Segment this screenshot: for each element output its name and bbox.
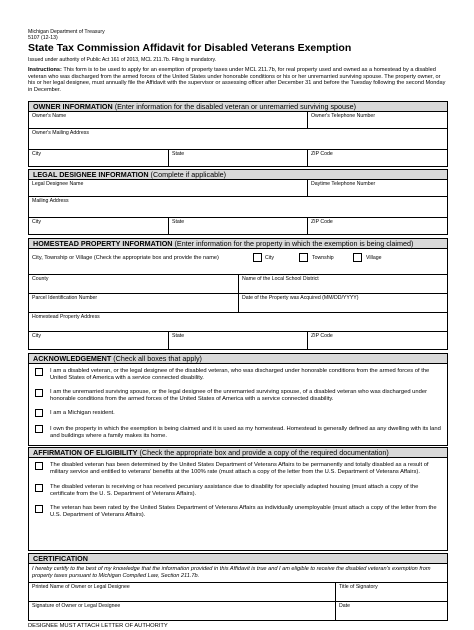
designee-address-field[interactable] bbox=[28, 196, 448, 218]
property-zip-field[interactable] bbox=[307, 331, 448, 350]
page-title: State Tax Commission Affidavit for Disabled Veterans Exemption bbox=[28, 42, 352, 54]
owner-zip-field[interactable] bbox=[307, 149, 448, 167]
acknowledgement-heading: ACKNOWLEDGEMENT bbox=[33, 354, 112, 363]
property-address-field[interactable] bbox=[28, 312, 448, 332]
acknowledgement-heading-note: (Check all boxes that apply) bbox=[113, 354, 202, 363]
elig-item-3: The veteran has been rated by the United States Department of Veterans Affairs as individually unemployable (must attach a copy of the letter from the U.S. Department of Veterans Affairs). bbox=[50, 505, 437, 518]
village-option-label: Village bbox=[366, 255, 382, 261]
city-option-label: City bbox=[265, 255, 274, 261]
parcel-id-field[interactable] bbox=[28, 293, 239, 313]
county-label: County bbox=[32, 276, 49, 282]
property-city-field[interactable] bbox=[28, 331, 169, 350]
designee-zip-label: ZIP Code bbox=[311, 219, 333, 225]
printed-name-field[interactable] bbox=[28, 582, 336, 602]
owner-address-field[interactable] bbox=[28, 128, 448, 150]
owner-name-label: Owner's Name bbox=[32, 113, 67, 119]
owner-state-field[interactable] bbox=[168, 149, 308, 167]
property-address-label: Homestead Property Address bbox=[32, 314, 100, 320]
owner-address-label: Owner's Mailing Address bbox=[32, 130, 89, 136]
designee-name-label: Legal Designee Name bbox=[32, 181, 84, 187]
designee-name-field[interactable] bbox=[28, 179, 308, 197]
designee-city-field[interactable] bbox=[28, 217, 169, 235]
ack-item-3: I am a Michigan resident. bbox=[50, 410, 115, 416]
school-district-field[interactable] bbox=[238, 274, 448, 294]
ack-item-4: I own the property in which the exemption is being claimed and it is used as my homestead. Homestead is generally defined as any dwelling with its land and buildings where a family makes its home. bbox=[50, 426, 441, 439]
owner-city-label: City bbox=[32, 151, 41, 157]
owner-heading: OWNER INFORMATION bbox=[33, 102, 113, 111]
acquired-date-label: Date of the Property was Acquired (MM/DD/YYYY) bbox=[242, 295, 359, 301]
property-state-label: State bbox=[172, 333, 185, 339]
ack-item-1: I am a disabled veteran, or the legal designee of the disabled veteran, who was discharged under honorable conditions from the armed forces of the United States of America with a service connected disability. bbox=[50, 368, 430, 381]
village-checkbox[interactable] bbox=[353, 253, 362, 262]
ack-checkbox-1[interactable] bbox=[35, 368, 43, 376]
designee-heading: LEGAL DESIGNEE INFORMATION bbox=[33, 170, 149, 179]
designee-city-label: City bbox=[32, 219, 41, 225]
signature-field[interactable] bbox=[28, 601, 336, 621]
department-name: Michigan Department of Treasury bbox=[28, 29, 105, 35]
instructions bbox=[28, 67, 448, 93]
eligibility-heading: AFFIRMATION OF ELIGIBILITY bbox=[33, 448, 138, 457]
elig-checkbox-1[interactable] bbox=[35, 462, 43, 470]
ack-checkbox-3[interactable] bbox=[35, 409, 43, 417]
designee-phone-label: Daytime Telephone Number bbox=[311, 181, 376, 187]
date-field[interactable] bbox=[335, 601, 448, 621]
issued-authority: Issued under authority of Public Act 161 of 2013, MCL 211.7b. Filing is mandatory. bbox=[28, 57, 217, 63]
eligibility-heading-note: (Check the appropriate box and provide a copy of the required documentation) bbox=[139, 448, 389, 457]
school-district-label: Name of the Local School District bbox=[242, 276, 319, 282]
parcel-id-label: Parcel Identification Number bbox=[32, 295, 98, 301]
township-option-label: Township bbox=[312, 255, 334, 261]
owner-phone-label: Owner's Telephone Number bbox=[311, 113, 376, 119]
owner-state-label: State bbox=[172, 151, 185, 157]
date-label: Date bbox=[339, 603, 350, 609]
elig-item-1: The disabled veteran has been determined by the United States Department of Veterans Affairs to be permanently and totally disabled as a result of military service and entitled to veterans' benefits at the 100% rate (must attach a copy of the letter from the U.S. Department of Veterans Affairs). bbox=[50, 462, 429, 475]
designee-address-label: Mailing Address bbox=[32, 198, 69, 204]
designee-state-field[interactable] bbox=[168, 217, 308, 235]
property-state-field[interactable] bbox=[168, 331, 308, 350]
form-number: 5107 (12-13) bbox=[28, 35, 58, 41]
designee-phone-field[interactable] bbox=[307, 179, 448, 197]
owner-city-field[interactable] bbox=[28, 149, 169, 167]
homestead-heading-note: (Enter information for the property in which the exemption is being claimed) bbox=[174, 239, 414, 248]
ack-item-2: I am the unremarried surviving spouse, or the legal designee of the unremarried surviving spouse, of a disabled veteran who was discharged under honorable conditions from the armed forces of the United States of America with a service connected disability. bbox=[50, 389, 428, 402]
township-checkbox[interactable] bbox=[299, 253, 308, 262]
owner-heading-note: (Enter information for the disabled veteran or unremarried surviving spouse) bbox=[114, 102, 357, 111]
ctv-field[interactable] bbox=[28, 248, 448, 275]
certification-text: I hereby certify to the best of my knowledge that the information provided in this Affidavit is true and I am eligible to receive the disabled veteran's exemption from property taxes pursuant to Michigan Compiled Law, Section 211.7b. bbox=[32, 566, 431, 579]
property-city-label: City bbox=[32, 333, 41, 339]
city-checkbox[interactable] bbox=[253, 253, 262, 262]
footer-note: DESIGNEE MUST ATTACH LETTER OF AUTHORITY bbox=[28, 623, 168, 629]
designee-state-label: State bbox=[172, 219, 185, 225]
owner-zip-label: ZIP Code bbox=[311, 151, 333, 157]
designee-zip-field[interactable] bbox=[307, 217, 448, 235]
ctv-label: City, Township or Village (Check the appropriate box and provide the name) bbox=[32, 255, 219, 261]
instructions-text: This form is to be used to apply for an exemption of property taxes under MCL 211.7b, for real property used and owned as a homestead by a disabled veteran who was discharged from the armed forces of the United States under honorable conditions or his or her unremarried surviving spouse. The property owner, or his or her legal designee, must annually file the Affidavit with the supervisor or assessing officer after December 31 and before the Tuesday following the second Monday in December. bbox=[28, 67, 446, 93]
property-zip-label: ZIP Code bbox=[311, 333, 333, 339]
designee-heading-note: (Complete if applicable) bbox=[150, 170, 227, 179]
elig-checkbox-2[interactable] bbox=[35, 484, 43, 492]
elig-checkbox-3[interactable] bbox=[35, 505, 43, 513]
title-field[interactable] bbox=[335, 582, 448, 602]
signature-label: Signature of Owner or Legal Designee bbox=[32, 603, 121, 609]
title-label: Title of Signatory bbox=[339, 584, 378, 590]
certification-statement-box bbox=[28, 563, 448, 583]
elig-item-2: The disabled veteran is receiving or has received pecuniary assistance due to disability for specially adapted housing (must attach a copy of the certificate from the U. S. Department of Veterans Affairs). bbox=[50, 484, 419, 497]
acquired-date-field[interactable] bbox=[238, 293, 448, 313]
county-field[interactable] bbox=[28, 274, 239, 294]
ack-checkbox-4[interactable] bbox=[35, 425, 43, 433]
instructions-label: Instructions: bbox=[28, 67, 62, 73]
homestead-heading: HOMESTEAD PROPERTY INFORMATION bbox=[33, 239, 173, 248]
owner-phone-field[interactable] bbox=[307, 111, 448, 129]
printed-name-label: Printed Name of Owner or Legal Designee bbox=[32, 584, 130, 590]
certification-heading: CERTIFICATION bbox=[33, 554, 88, 563]
owner-name-field[interactable] bbox=[28, 111, 308, 129]
ack-checkbox-2[interactable] bbox=[35, 389, 43, 397]
